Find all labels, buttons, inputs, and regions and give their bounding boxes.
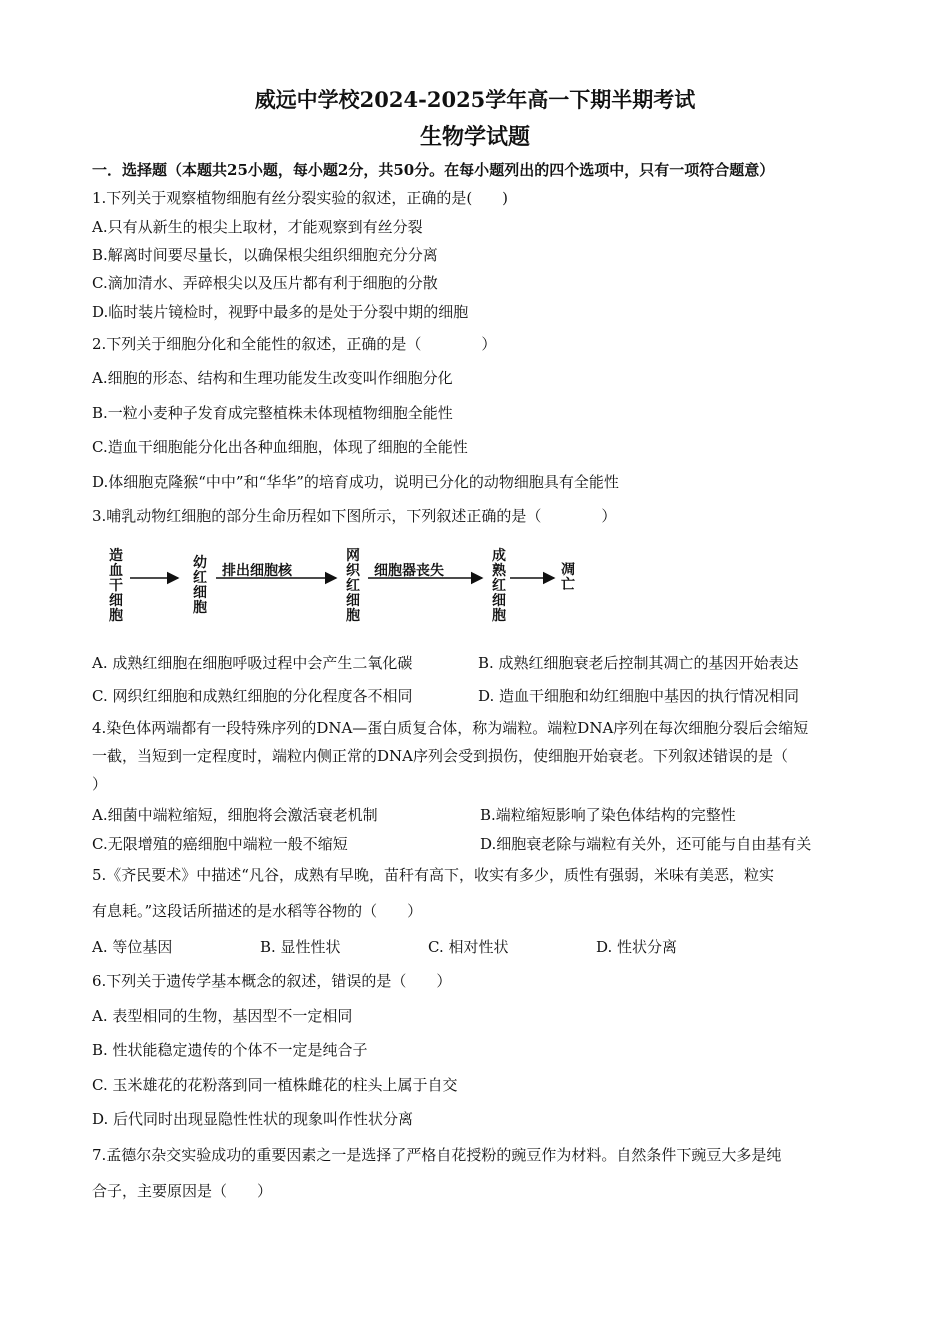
node-reticulocyte: 网 织 红 细 胞	[346, 548, 360, 624]
question-5-option-d: D. 性状分离	[596, 938, 678, 956]
section-heading: 一．选择题（本题共25小题，每小题2分，共50分。在每小题列出的四个选项中，只有一项符合题意）	[92, 161, 775, 179]
question-2-option-a: A.细胞的形态、结构和生理功能发生改变叫作细胞分化	[92, 369, 453, 387]
question-6-option-c: C. 玉米雄花的花粉落到同一植株雌花的柱头上属于自交	[92, 1076, 458, 1094]
question-3-option-c: C. 网织红细胞和成熟红细胞的分化程度各不相同	[92, 687, 413, 705]
arrow-label-lose-organelles: 细胞器丧失	[374, 563, 444, 579]
red-cell-lifecycle-diagram	[98, 545, 598, 624]
question-2-stem: 2.下列关于细胞分化和全能性的叙述，正确的是（ ）	[92, 335, 497, 353]
question-5-option-a: A. 等位基因	[92, 938, 173, 956]
question-5-stem-line-2: 有息耗。”这段话所描述的是水稻等谷物的（ ）	[92, 902, 423, 920]
question-2-option-c: C.造血干细胞能分化出各种血细胞，体现了细胞的全能性	[92, 438, 468, 456]
node-mature-red-cell: 成 熟 红 细 胞	[492, 548, 506, 624]
question-6-option-d: D. 后代同时出现显隐性性状的现象叫作性状分离	[92, 1110, 414, 1128]
question-4-stem-line-2: 一截，当短到一定程度时，端粒内侧正常的DNA序列会受到损伤，使细胞开始衰老。下列叙述错误的是（	[92, 747, 788, 765]
question-7-stem-line-1: 7.孟德尔杂交实验成功的重要因素之一是选择了严格自花授粉的豌豆作为材料。自然条件下豌豆大多是纯	[92, 1146, 782, 1164]
question-5-option-b: B. 显性性状	[260, 938, 341, 956]
question-4-option-c: C.无限增殖的癌细胞中端粒一般不缩短	[92, 835, 348, 853]
question-6-option-a: A. 表型相同的生物，基因型不一定相同	[92, 1007, 353, 1025]
question-1-option-a: A.只有从新生的根尖上取材，才能观察到有丝分裂	[92, 218, 423, 236]
question-4-option-b: B.端粒缩短影响了染色体结构的完整性	[480, 806, 736, 824]
exam-title: 威远中学校2024-2025学年高一下期半期考试	[254, 87, 696, 112]
exam-subtitle: 生物学试题	[419, 124, 530, 150]
node-hematopoietic-stem-cell: 造 血 干 细 胞	[109, 548, 123, 624]
question-4-stem-line-1: 4.染色体两端都有一段特殊序列的DNA—蛋白质复合体，称为端粒。端粒DNA序列在每次细胞分裂后会缩短	[92, 719, 809, 737]
question-4-option-d: D.细胞衰老除与端粒有关外，还可能与自由基有关	[480, 835, 812, 853]
node-apoptosis: 凋 亡	[561, 562, 575, 593]
question-5-stem-line-1: 5.《齐民要术》中描述“凡谷，成熟有早晚，苗秆有高下，收实有多少，质性有强弱，米味有美恶，粒实	[92, 866, 774, 884]
question-6-option-b: B. 性状能稳定遗传的个体不一定是纯合子	[92, 1041, 368, 1059]
question-3-stem: 3.哺乳动物红细胞的部分生命历程如下图所示，下列叙述正确的是（ ）	[92, 507, 617, 525]
question-7-stem-line-2: 合子，主要原因是（ ）	[92, 1182, 273, 1200]
question-5-option-c: C. 相对性状	[428, 938, 509, 956]
question-3-option-b: B. 成熟红细胞衰老后控制其凋亡的基因开始表达	[478, 654, 799, 672]
question-2-option-b: B.一粒小麦种子发育成完整植株未体现植物细胞全能性	[92, 404, 453, 422]
question-2-option-d: D.体细胞克隆猴“中中”和“华华”的培育成功，说明已分化的动物细胞具有全能性	[92, 473, 619, 491]
question-3-option-a: A. 成熟红细胞在细胞呼吸过程中会产生二氧化碳	[92, 654, 413, 672]
question-1-option-b: B.解离时间要尽量长，以确保根尖组织细胞充分分离	[92, 246, 438, 264]
question-4-option-a: A.细菌中端粒缩短，细胞将会激活衰老机制	[92, 806, 378, 824]
question-1-option-d: D.临时装片镜检时，视野中最多的是处于分裂中期的细胞	[92, 303, 469, 321]
arrow-label-expel-nucleus: 排出细胞核	[222, 563, 292, 579]
question-6-stem: 6.下列关于遗传学基本概念的叙述，错误的是（ ）	[92, 972, 452, 990]
question-3-option-d: D. 造血干细胞和幼红细胞中基因的执行情况相同	[478, 687, 800, 705]
node-erythroblast: 幼 红 细 胞	[193, 555, 207, 616]
question-4-stem-line-3: ）	[92, 775, 108, 793]
question-1-stem: 1.下列关于观察植物细胞有丝分裂实验的叙述，正确的是( )	[92, 189, 509, 207]
question-1-option-c: C.滴加清水、弄碎根尖以及压片都有利于细胞的分散	[92, 274, 438, 292]
